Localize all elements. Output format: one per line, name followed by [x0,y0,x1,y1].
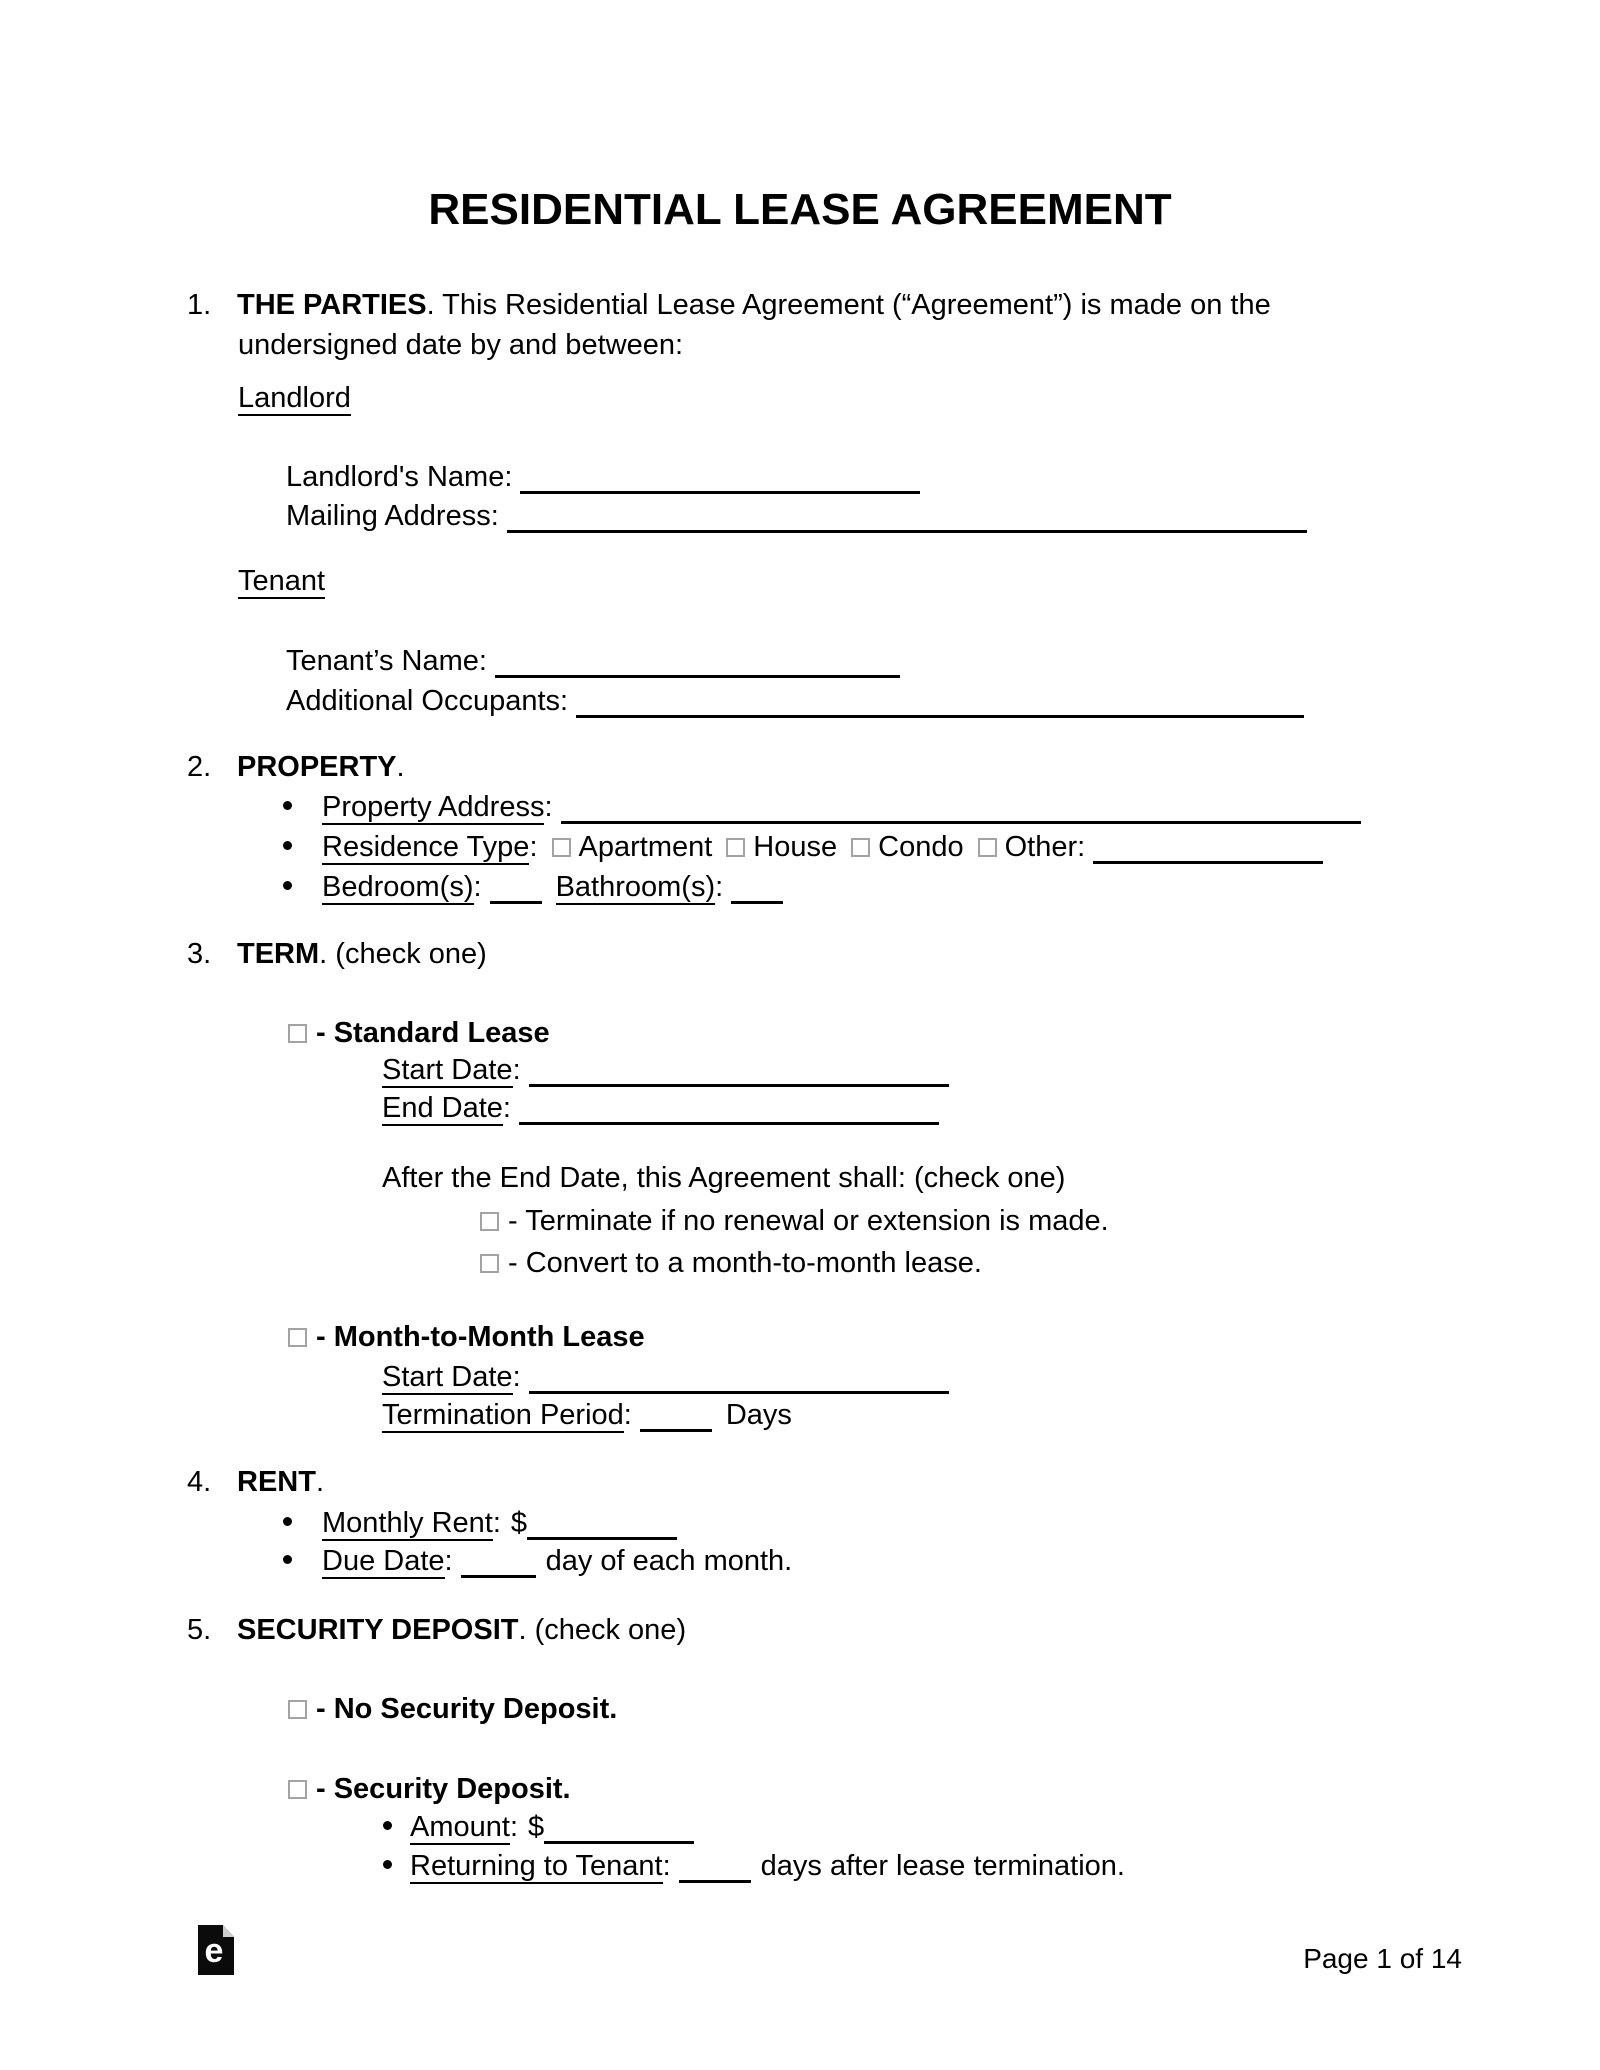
m2m-start-date-row [382,1357,949,1397]
due-date-suffix: day of each month. [545,1545,793,1577]
landlord-mailing-label: Mailing Address: [286,500,499,532]
tenant-occupants-blank [576,711,1304,718]
due-date-label: Due Date [322,1545,445,1577]
other-option-label: Other [1004,831,1078,863]
landlord-name-label: Landlord's Name: [286,461,513,493]
apartment-option-label: Apartment [578,831,713,863]
tenant-name-label: Tenant’s Name: [286,645,487,677]
bullet-icon [383,1860,392,1869]
convert-checkbox [480,1254,499,1273]
bathroom-label: Bathroom(s) [555,871,716,903]
section-5-number: 5. [187,1614,212,1646]
standard-lease-label: - Standard Lease [316,1017,550,1049]
returning-to-tenant-suffix: days after lease termination. [760,1850,1125,1882]
house-checkbox [726,838,745,857]
section-1-heading-line [187,285,1271,325]
landlord-mailing-blank [507,526,1307,533]
colon: : [509,1811,519,1843]
colon: : [715,871,724,903]
convert-option-label: - Convert to a month-to-month lease. [508,1247,982,1279]
other-checkbox [978,838,997,857]
landlord-name-blank [520,487,920,494]
termination-period-blank [640,1425,712,1432]
bedroom-bathroom-row [283,867,783,907]
eforms-logo-icon [198,1925,234,1975]
section-3-heading-line [187,934,487,974]
after-end-date-line: After the End Date, this Agreement shall: (check one) [382,1162,1066,1194]
colon: : [512,1361,521,1393]
page-number: Page 1 of 14 [1303,1943,1462,1974]
document-title: RESIDENTIAL LEASE AGREEMENT [428,185,1172,234]
landlord-name-row [286,457,920,497]
no-security-deposit-row [288,1689,617,1729]
colon: : [473,871,482,903]
section-1-heading: THE PARTIES [237,289,427,321]
monthly-rent-label: Monthly Rent [322,1507,493,1539]
bullet-icon [383,1821,392,1830]
returning-to-tenant-blank [679,1876,751,1883]
condo-checkbox [851,838,870,857]
termination-period-row [382,1395,792,1435]
logo-letter: e [204,1932,224,1970]
end-date-label: End Date [382,1092,503,1124]
tenant-occupants-row [286,681,1304,721]
security-deposit-label: - Security Deposit. [316,1773,571,1805]
convert-option-row [480,1243,982,1283]
standard-start-date-row [382,1050,949,1090]
terminate-option-label: - Terminate if no renewal or extension is made. [508,1205,1109,1237]
standard-end-date-row [382,1088,939,1128]
month-to-month-checkbox [288,1328,307,1347]
property-address-blank [561,817,1361,824]
deposit-amount-blank [544,1837,694,1844]
condo-option-label: Condo [878,831,964,863]
tenant-occupants-label: Additional Occupants: [286,685,569,717]
bedroom-blank [490,897,542,904]
section-1-intro-line1: . This Residential Lease Agreement (“Agreement”) is made on the [426,289,1271,321]
due-date-row [283,1541,792,1581]
security-deposit-row [288,1769,571,1809]
terminate-option-row [480,1201,1109,1241]
bullet-icon [283,1517,292,1526]
termination-period-label: Termination Period [382,1399,624,1431]
section-4-heading-line [187,1462,324,1502]
start-date-label: Start Date [382,1054,513,1086]
standard-lease-checkbox [288,1024,307,1043]
other-residence-blank [1093,857,1323,864]
tenant-name-row [286,641,900,681]
bathroom-blank [731,897,783,904]
colon: : [623,1399,632,1431]
colon: : [1077,831,1086,863]
returning-to-tenant-row [383,1846,1125,1886]
property-address-label: Property Address [322,791,545,823]
house-option-label: House [753,831,838,863]
terminate-checkbox [480,1212,499,1231]
landlord-mailing-row [286,496,1307,536]
month-to-month-row [288,1317,645,1357]
residence-type-label: Residence Type [322,831,530,863]
section-3-heading: TERM [237,938,320,970]
residence-type-row [283,827,1323,867]
m2m-start-date-label: Start Date [382,1361,513,1393]
monthly-rent-blank [527,1533,677,1540]
colon: : [444,1545,453,1577]
section-2-heading: PROPERTY [237,751,397,783]
section-5-heading-suffix: . (check one) [518,1614,687,1646]
colon: : [529,831,538,863]
dollar-sign: $ [528,1811,545,1843]
tenant-heading: Tenant [238,565,326,597]
section-5-heading: SECURITY DEPOSIT [237,1614,519,1646]
section-3-number: 3. [187,938,212,970]
security-deposit-checkbox [288,1780,307,1799]
section-3-heading-suffix: . (check one) [319,938,487,970]
tenant-name-blank [495,671,900,678]
bedroom-label: Bedroom(s) [322,871,474,903]
section-1-number: 1. [187,289,212,321]
monthly-rent-row [283,1503,677,1543]
month-to-month-label: - Month-to-Month Lease [316,1321,645,1353]
m2m-start-date-blank [529,1387,949,1394]
dollar-sign: $ [510,1507,528,1539]
bullet-icon [283,841,292,850]
colon: : [544,791,553,823]
colon: : [492,1507,501,1539]
section-4-heading: RENT [237,1466,316,1498]
no-security-deposit-label: - No Security Deposit. [316,1693,618,1725]
deposit-amount-row [383,1807,694,1847]
colon: : [662,1850,671,1882]
due-date-blank [461,1571,536,1578]
section-2-heading-line [187,747,405,787]
bullet-icon [283,881,292,890]
section-2-number: 2. [187,751,212,783]
section-4-number: 4. [187,1466,212,1498]
colon: : [512,1054,521,1086]
start-date-blank [529,1080,949,1087]
returning-to-tenant-label: Returning to Tenant [410,1850,663,1882]
end-date-blank [519,1118,939,1125]
apartment-checkbox [552,838,571,857]
property-address-row [283,787,1361,827]
no-security-deposit-checkbox [288,1700,307,1719]
section-2-heading-suffix: . [396,751,405,783]
section-5-heading-line [187,1610,686,1650]
bullet-icon [283,1555,292,1564]
colon: : [502,1092,511,1124]
standard-lease-row [288,1013,550,1053]
landlord-heading: Landlord [238,382,351,414]
termination-period-suffix: Days [725,1399,792,1431]
deposit-amount-label: Amount [410,1811,510,1843]
bullet-icon [283,801,292,810]
section-4-heading-suffix: . [315,1466,325,1498]
section-1-intro-line2: undersigned date by and between: [238,329,684,361]
